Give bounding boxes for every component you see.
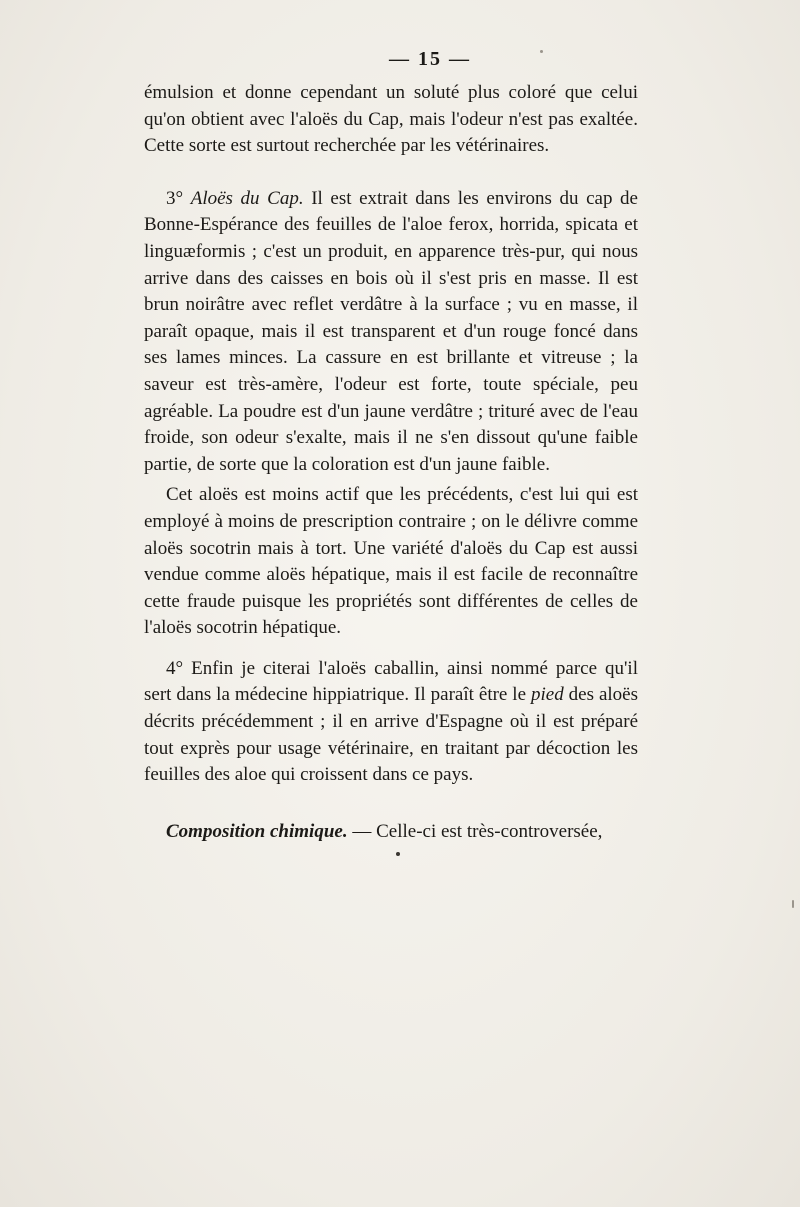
section-heading: Composition chimique. (166, 820, 348, 842)
paragraph-aloes-du-cap (144, 186, 638, 479)
page-number: — 15 — (389, 48, 471, 70)
separator-dot (396, 852, 400, 856)
paper-speck (792, 900, 794, 908)
paragraph-text: 4° Enfin je citerai l'aloës caballin, ainsi nommé parce qu'il sert dans la médecine hippiatrique. Il paraît être le (144, 657, 638, 706)
paragraph-cet-aloes (144, 482, 638, 642)
paragraph-composition-chimique (144, 819, 638, 846)
paragraph-text: — Celle-ci est très-controversée, (347, 820, 603, 842)
paragraph-number: 3° (166, 187, 191, 209)
paragraph-text: Cet aloës est moins actif que les précédents, c'est lui qui est employé à moins de prescription contraire ; on le délivre comme aloës socotrin mais à tort. Une variété d'aloës du Cap est aussi vendue comme aloës hépatique, mais il est facile de reconnaître cette fraude puisque les propriétés sont différentes de celles de l'aloës socotrin hépatique. (144, 484, 638, 639)
paper-speck (540, 50, 543, 53)
paragraph-text-continued: des aloës décrits précédemment ; il en arrive d'Espagne où il est préparé tout exprès pour usage vétérinaire, en traitant par décoction les feuilles des aloe qui croissent dans ce pays. (144, 684, 638, 786)
paragraph-text: émulsion et donne cependant un soluté plus coloré que celui qu'on obtient avec l'aloës du Cap, mais l'odeur n'est pas exaltée. Cette sorte est surtout recherchée par les vétérinaires. (144, 82, 638, 157)
paragraph-heading: Aloës du Cap. (190, 187, 304, 209)
paragraph-text: Il est extrait dans les environs du cap de Bonne-Espérance des feuilles de l'aloe ferox, horrida, spicata et linguæformis ; c'est un produit, en apparence très-pur, qui nous arrive dans des caisses en bois où il s'est pris en masse. Il est brun noirâtre avec reflet verdâtre à la surface ; vu en masse, il paraît opaque, mais il est transparent et d'un rouge foncé dans ses lames minces. La cassure en est brillante et vitreuse ; la saveur est très-amère, l'odeur est forte, toute spéciale, peu agréable. La poudre est d'un jaune verdâtre ; trituré avec de l'eau froide, son odeur s'exalte, mais il ne s'en dissout qu'une faible partie, de sorte que la coloration est d'un jaune faible. (144, 187, 638, 475)
italic-word: pied (530, 684, 564, 706)
paragraph-aloes-caballin (144, 656, 638, 789)
body-text (144, 80, 638, 845)
paragraph-emulsion (144, 80, 638, 160)
